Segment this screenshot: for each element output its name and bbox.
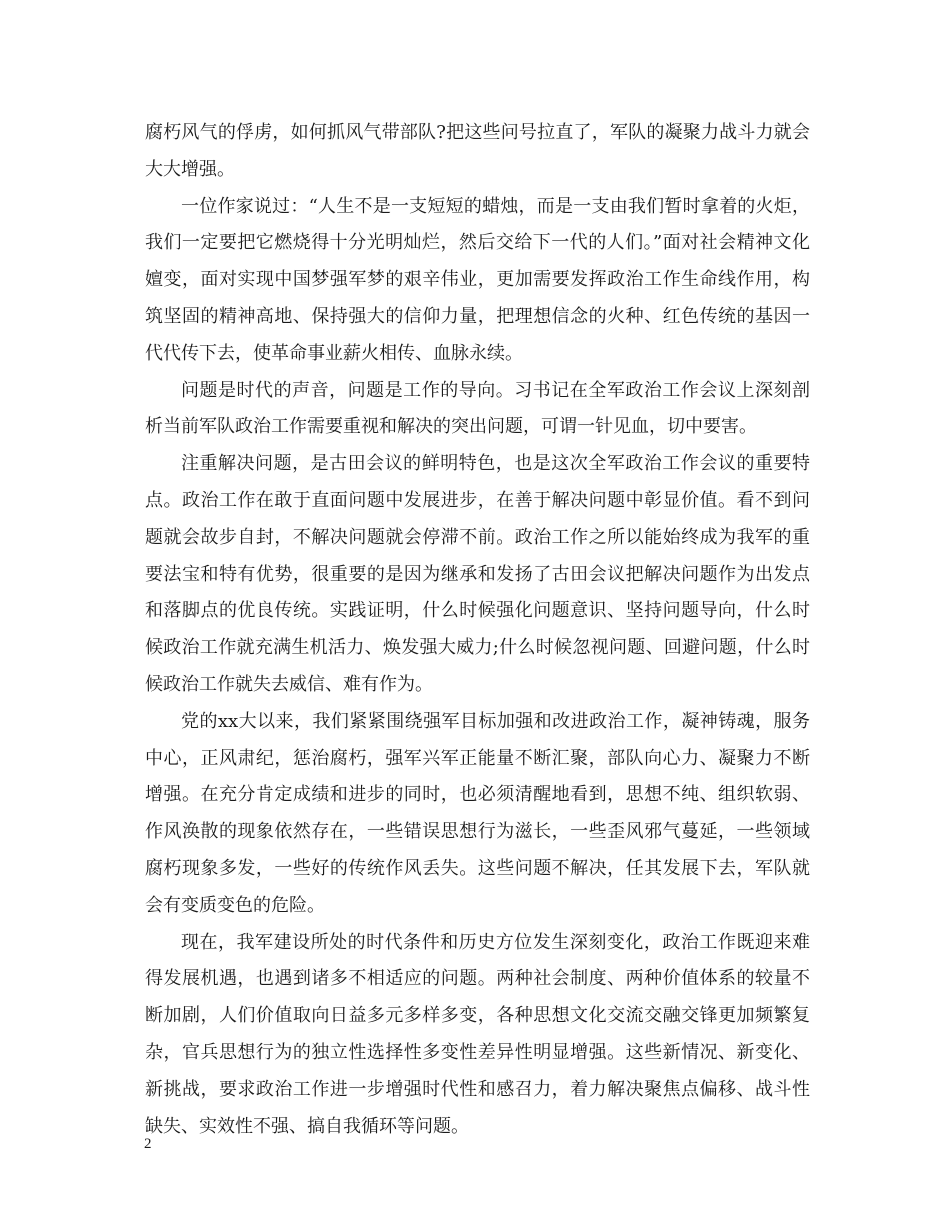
paragraph-4: 注重解决问题，是古田会议的鲜明特色，也是这次全军政治工作会议的重要特点。政治工作在敢于直面问题中发展进步，在善于解决问题中彰显价值。看不到问题就会故步自封，不解决问题就会停滞不前。政治工作之所以能始终成为我军的重要法宝和特有优势，很重要的是因为继承和发扬了古田会议把解决问题作为出发点和落脚点的优良传统。实践证明，什么时候强化问题意识、坚持问题导向，什么时候政治工作就充满生机活力、焕发强大威力;什么时候忽视问题、回避问题，什么时候政治工作就失去威信、难有作为。 [145,453,810,695]
paragraph-2: 一位作家说过：“人生不是一支短短的蜡烛，而是一支由我们暂时拿着的火炬，我们一定要把它燃烧得十分光明灿烂，然后交给下一代的人们。”面对社会精神文化嬗变，面对实现中国梦强军梦的艰辛伟业，更加需要发挥政治工作生命线作用，构筑坚固的精神高地、保持强大的信仰力量，把理想信念的火种、红色传统的基因一代代传下去，使革命事业薪火相传、血脉永续。 [145,195,810,364]
paragraph-3: 问题是时代的声音，问题是工作的导向。习书记在全军政治工作会议上深刻剖析当前军队政治工作需要重视和解决的突出问题，可谓一针见血，切中要害。 [145,379,810,438]
paragraph-5: 党的xx大以来，我们紧紧围绕强军目标加强和改进政治工作，凝神铸魂，服务中心，正风肃纪，惩治腐朽，强军兴军正能量不断汇聚，部队向心力、凝聚力不断增强。在充分肯定成绩和进步的同时，也必须清醒地看到，思想不纯、组织软弱、作风涣散的现象依然存在，一些错误思想行为滋长，一些歪风邪气蔓延，一些领域腐朽现象多发，一些好的传统作风丢失。这些问题不解决，任其发展下去，军队就会有变质变色的危险。 [145,710,810,916]
page-number: 2 [144,1136,152,1152]
document-body [145,115,810,1145]
paragraph-1: 腐朽风气的俘虏，如何抓风气带部队?把这些问号拉直了，军队的凝聚力战斗力就会大大增强。 [145,122,810,180]
paragraph-6: 现在，我军建设所处的时代条件和历史方位发生深刻变化，政治工作既迎来难得发展机遇，也遇到诸多不相适应的问题。两种社会制度、两种价值体系的较量不断加剧，人们价值取向日益多元多样多变，各种思想文化交流交融交锋更加频繁复杂，官兵思想行为的独立性选择性多变性差异性明显增强。这些新情况、新变化、新挑战，要求政治工作进一步增强时代性和感召力，着力解决聚焦点偏移、战斗性缺失、实效性不强、搞自我循环等问题。 [145,931,810,1137]
